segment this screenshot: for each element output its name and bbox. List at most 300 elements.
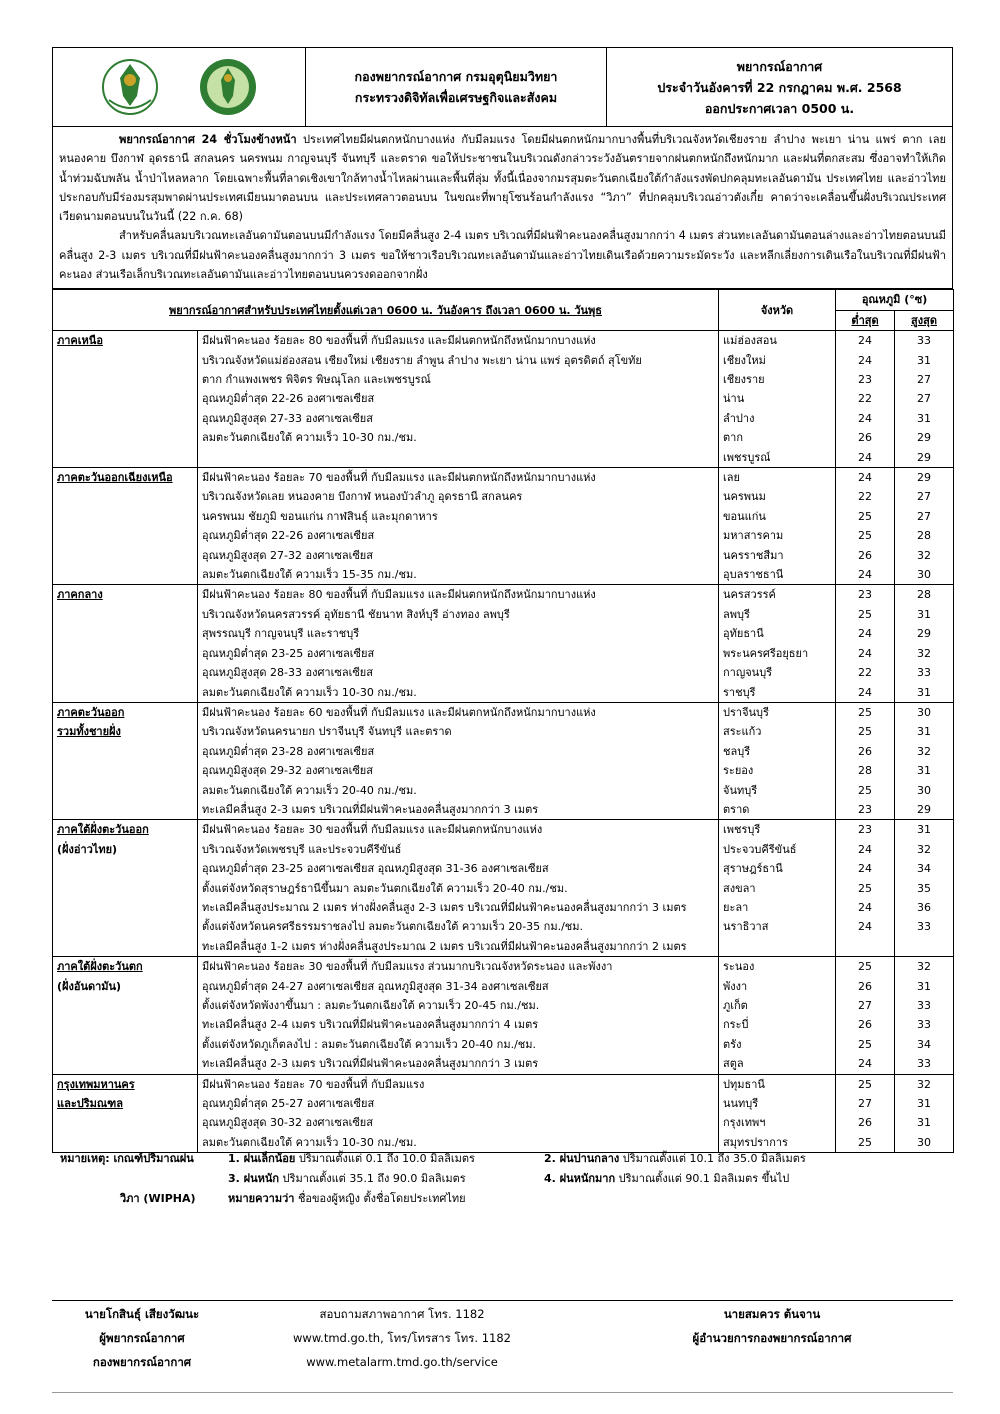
province-name: จันทบุรี	[719, 781, 836, 800]
max-temp: 34	[895, 859, 954, 878]
min-temp: 24	[836, 1054, 895, 1074]
province-name: ลำปาง	[719, 409, 836, 428]
province-name: เชียงราย	[719, 370, 836, 389]
table-row	[53, 389, 954, 408]
header-box	[52, 47, 953, 127]
max-temp: 31	[895, 761, 954, 780]
storm-name: วิภา (WIPHA)	[120, 1192, 196, 1205]
min-temp: 28	[836, 761, 895, 780]
region-cell-empty	[53, 428, 198, 447]
province-name: เพชรบูรณ์	[719, 448, 836, 468]
forecast-title-block	[607, 48, 952, 126]
forecast-description: สุพรรณบุรี กาญจนบุรี และราชบุรี	[198, 624, 719, 643]
forecast-table-body	[53, 331, 954, 1153]
province-name: เชียงใหม่	[719, 351, 836, 370]
department-name: กองพยากรณ์อากาศ กรมอุตุนิยมวิทยา	[354, 69, 558, 84]
rain-criterion-1	[228, 1149, 475, 1169]
table-row	[53, 468, 954, 488]
region-cell-empty	[53, 487, 198, 506]
table-row	[53, 409, 954, 428]
province-name: นครราชสีมา	[719, 546, 836, 565]
max-temp: 32	[895, 840, 954, 859]
contact-block	[252, 1302, 552, 1374]
max-temp: 32	[895, 1074, 954, 1094]
forecast-description: ลมตะวันตกเฉียงใต้ ความเร็ว 20-40 กม./ชม.	[198, 781, 719, 800]
min-temp: 23	[836, 800, 895, 820]
forecast-table	[52, 289, 954, 1153]
min-temp: 24	[836, 683, 895, 703]
forecast-description: อุณหภูมิต่ำสุด 23-25 องศาเซลเซียส อุณหภูมิสูงสุด 31-36 องศาเซลเซียส	[198, 859, 719, 878]
region-name: ภาคใต้ฝั่งตะวันออก	[53, 820, 198, 840]
contact-website[interactable]: www.tmd.go.th, โทร/โทรสาร โทร. 1182	[293, 1331, 511, 1345]
forecast-description: บริเวณจังหวัดนครนายก ปราจีนบุรี จันทบุรี และตราด	[198, 722, 719, 741]
rain-criterion-2-text: ปริมาณตั้งแต่ 10.1 ถึง 35.0 มิลลิเมตร	[619, 1152, 806, 1165]
province-name: นนทบุรี	[719, 1094, 836, 1113]
forecast-sheet	[52, 47, 953, 1153]
table-row	[53, 859, 954, 878]
min-temp: 26	[836, 742, 895, 761]
province-name: ระยอง	[719, 761, 836, 780]
table-row	[53, 761, 954, 780]
narrative-paragraph-1	[59, 130, 946, 226]
max-temp: 32	[895, 546, 954, 565]
min-temp-header: ต่ำสุด	[836, 310, 895, 330]
table-row	[53, 722, 954, 741]
forecast-description: ลมตะวันตกเฉียงใต้ ความเร็ว 10-30 กม./ชม.	[198, 1133, 719, 1153]
min-temp: 24	[836, 331, 895, 351]
rain-criterion-3-name: 3. ฝนหนัก	[228, 1172, 280, 1185]
min-temp: 25	[836, 722, 895, 741]
table-row	[53, 351, 954, 370]
province-name: ระนอง	[719, 957, 836, 977]
table-row	[53, 781, 954, 800]
min-temp: 24	[836, 565, 895, 585]
ministry-name: กระทรวงดิจิทัลเพื่อเศรษฐกิจและสังคม	[354, 90, 558, 105]
max-temp: 28	[895, 526, 954, 545]
region-subtitle: (ฝั่งอันดามัน)	[53, 977, 198, 996]
min-temp: 26	[836, 546, 895, 565]
forecast-description: มีฝนฟ้าคะนอง ร้อยละ 30 ของพื้นที่ กับมีลมแรง และมีฝนตกหนักบางแห่ง	[198, 820, 719, 840]
max-temp: 27	[895, 487, 954, 506]
province-name: ยะลา	[719, 898, 836, 917]
max-temp-header: สูงสุด	[895, 310, 954, 330]
max-temp: 34	[895, 1035, 954, 1054]
max-temp: 33	[895, 917, 954, 936]
region-cell-empty	[53, 1015, 198, 1034]
region-cell-empty	[53, 996, 198, 1015]
min-temp: 25	[836, 879, 895, 898]
max-temp: 29	[895, 468, 954, 488]
region-cell-empty	[53, 761, 198, 780]
region-cell-empty	[53, 409, 198, 428]
table-row	[53, 1074, 954, 1094]
region-cell-empty	[53, 937, 198, 957]
rain-criterion-3-text: ปริมาณตั้งแต่ 35.1 ถึง 90.0 มิลลิเมตร	[279, 1172, 466, 1185]
region-cell-empty	[53, 800, 198, 820]
region-name: ภาคตะวันออกเฉียงเหนือ	[53, 468, 198, 488]
table-row	[53, 840, 954, 859]
max-temp: 31	[895, 605, 954, 624]
table-row	[53, 624, 954, 643]
min-temp: 25	[836, 1133, 895, 1153]
table-row	[53, 546, 954, 565]
region-cell-empty	[53, 526, 198, 545]
min-temp: 24	[836, 624, 895, 643]
min-temp: 26	[836, 1113, 895, 1132]
max-temp: 30	[895, 781, 954, 800]
region-name: ภาคเหนือ	[53, 331, 198, 351]
min-temp: 24	[836, 859, 895, 878]
forecast-description: บริเวณจังหวัดเพชรบุรี และประจวบคีรีขันธ์	[198, 840, 719, 859]
province-name: ขอนแก่น	[719, 507, 836, 526]
min-temp: 24	[836, 409, 895, 428]
region-cell-empty	[53, 370, 198, 389]
table-row	[53, 702, 954, 722]
max-temp: 31	[895, 722, 954, 741]
forecast-description: อุณหภูมิสูงสุด 28-33 องศาเซลเซียส	[198, 663, 719, 682]
max-temp: 29	[895, 428, 954, 447]
max-temp: 29	[895, 624, 954, 643]
min-temp: 26	[836, 977, 895, 996]
min-temp: 27	[836, 996, 895, 1015]
max-temp: 31	[895, 1113, 954, 1132]
director-name: นายสมควร ต้นจาน	[723, 1307, 821, 1321]
forecast-description: อุณหภูมิต่ำสุด 23-28 องศาเซลเซียส	[198, 742, 719, 761]
min-temp: 24	[836, 448, 895, 468]
region-cell-empty	[53, 605, 198, 624]
table-row	[53, 977, 954, 996]
rain-criterion-4	[544, 1169, 789, 1189]
min-temp: 25	[836, 526, 895, 545]
table-row	[53, 663, 954, 682]
max-temp: 36	[895, 898, 954, 917]
min-temp: 25	[836, 957, 895, 977]
storm-meaning-label: หมายความว่า	[228, 1192, 295, 1205]
province-name: กระบี่	[719, 1015, 836, 1034]
table-row	[53, 1113, 954, 1132]
province-name: อุบลราชธานี	[719, 565, 836, 585]
forecast-description: ตาก กำแพงเพชร พิจิตร พิษณุโลก และเพชรบูรณ์	[198, 370, 719, 389]
max-temp: 31	[895, 820, 954, 840]
table-row	[53, 917, 954, 936]
min-temp: 24	[836, 840, 895, 859]
table-row	[53, 644, 954, 663]
table-row	[53, 448, 954, 468]
region-cell-empty	[53, 389, 198, 408]
forecaster-dept: กองพยากรณ์อากาศ	[92, 1355, 192, 1369]
forecast-description: อุณหภูมิสูงสุด 30-32 องศาเซลเซียส	[198, 1113, 719, 1132]
province-name: ตรัง	[719, 1035, 836, 1054]
forecast-title: พยากรณ์อากาศ	[736, 58, 823, 74]
rain-criterion-4-text: ปริมาณตั้งแต่ 90.1 มิลลิเมตร ขึ้นไป	[615, 1172, 790, 1185]
table-row	[53, 800, 954, 820]
province-header: จังหวัด	[719, 290, 836, 331]
region-cell-empty	[53, 565, 198, 585]
rain-criterion-2	[544, 1149, 806, 1169]
max-temp: 33	[895, 1054, 954, 1074]
footer-divider-top	[52, 1300, 953, 1301]
max-temp: 32	[895, 644, 954, 663]
max-temp: 27	[895, 389, 954, 408]
forecast-description: อุณหภูมิสูงสุด 27-33 องศาเซลเซียส	[198, 409, 719, 428]
province-name: สระแก้ว	[719, 722, 836, 741]
min-temp: 24	[836, 351, 895, 370]
forecast-description: บริเวณจังหวัดแม่ฮ่องสอน เชียงใหม่ เชียงราย ลำพูน ลำปาง พะเยา น่าน แพร่ อุตรดิตถ์ สุโขทัย	[198, 351, 719, 370]
max-temp: 33	[895, 996, 954, 1015]
region-cell-empty	[53, 683, 198, 703]
table-row	[53, 898, 954, 917]
min-temp: 24	[836, 898, 895, 917]
forecast-description: ลมตะวันตกเฉียงใต้ ความเร็ว 10-30 กม./ชม.	[198, 428, 719, 447]
region-name-line2: และปริมณฑล	[53, 1094, 198, 1113]
min-temp: 24	[836, 468, 895, 488]
forecast-description: มีฝนฟ้าคะนอง ร้อยละ 80 ของพื้นที่ กับมีลมแรง และมีฝนตกหนักถึงหนักมากบางแห่ง	[198, 585, 719, 605]
forecast-description: ทะเลมีคลื่นสูงประมาณ 2 เมตร ห่างฝั่งคลื่นสูง 2-3 เมตร บริเวณที่มีฝนฟ้าคะนองคลื่นสูงมากกว่า 3 เมตร	[198, 898, 719, 917]
director-title: ผู้อำนวยการกองพยากรณ์อากาศ	[692, 1331, 852, 1345]
region-cell-empty	[53, 448, 198, 468]
min-temp: 26	[836, 428, 895, 447]
region-cell-empty	[53, 1054, 198, 1074]
province-name: สุราษฎร์ธานี	[719, 859, 836, 878]
region-cell-empty	[53, 644, 198, 663]
max-temp: 32	[895, 957, 954, 977]
max-temp: 33	[895, 331, 954, 351]
mdes-logo-icon	[193, 56, 263, 118]
province-name: สงขลา	[719, 879, 836, 898]
forecast-description: มีฝนฟ้าคะนอง ร้อยละ 80 ของพื้นที่ กับมีลมแรง และมีฝนตกหนักถึงหนักมากบางแห่ง	[198, 331, 719, 351]
max-temp: 27	[895, 370, 954, 389]
province-name: สมุทรปราการ	[719, 1133, 836, 1153]
region-cell-empty	[53, 663, 198, 682]
temperature-header: อุณหภูมิ (°ซ)	[836, 290, 954, 310]
forecast-description: ทะเลมีคลื่นสูง 2-3 เมตร บริเวณที่มีฝนฟ้าคะนองคลื่นสูงมากกว่า 3 เมตร	[198, 1054, 719, 1074]
forecast-description: ลมตะวันตกเฉียงใต้ ความเร็ว 10-30 กม./ชม.	[198, 683, 719, 703]
region-cell-empty	[53, 898, 198, 917]
region-name-line2: รวมทั้งชายฝั่ง	[53, 722, 198, 741]
min-temp: 25	[836, 781, 895, 800]
province-name: กาญจนบุรี	[719, 663, 836, 682]
forecaster-name: นายโกสินธุ์ เสียงวัฒนะ	[84, 1307, 200, 1321]
min-temp: 26	[836, 1015, 895, 1034]
max-temp: 29	[895, 448, 954, 468]
province-name: ตาก	[719, 428, 836, 447]
narrative-lead: พยากรณ์อากาศ 24 ชั่วโมงข้างหน้า	[119, 133, 297, 146]
max-temp	[895, 937, 954, 957]
rain-criterion-1-text: ปริมาณตั้งแต่ 0.1 ถึง 10.0 มิลลิเมตร	[295, 1152, 475, 1165]
forecast-description: อุณหภูมิสูงสุด 27-32 องศาเซลเซียส	[198, 546, 719, 565]
forecast-description: อุณหภูมิสูงสุด 29-32 องศาเซลเซียส	[198, 761, 719, 780]
province-name: สตูล	[719, 1054, 836, 1074]
min-temp: 22	[836, 389, 895, 408]
logo-area	[53, 48, 306, 126]
forecast-description: ตั้งแต่จังหวัดนครศรีธรรมราชลงไป ลมตะวันตกเฉียงใต้ ความเร็ว 20-35 กม./ชม.	[198, 917, 719, 936]
director-block	[642, 1302, 902, 1350]
province-name: ปทุมธานี	[719, 1074, 836, 1094]
region-cell-empty	[53, 507, 198, 526]
forecast-description	[198, 448, 719, 468]
max-temp: 29	[895, 800, 954, 820]
min-temp: 23	[836, 370, 895, 389]
province-name: พังงา	[719, 977, 836, 996]
max-temp: 35	[895, 879, 954, 898]
forecast-description: มีฝนฟ้าคะนอง ร้อยละ 70 ของพื้นที่ กับมีลมแรง และมีฝนตกหนักถึงหนักมากบางแห่ง	[198, 468, 719, 488]
region-cell-empty	[53, 917, 198, 936]
table-row	[53, 1094, 954, 1113]
province-name: มหาสารคาม	[719, 526, 836, 545]
region-name: ภาคใต้ฝั่งตะวันตก	[53, 957, 198, 977]
province-name: นราธิวาส	[719, 917, 836, 936]
notes-row-2	[60, 1169, 940, 1189]
max-temp: 31	[895, 1094, 954, 1113]
province-name: ประจวบคีรีขันธ์	[719, 840, 836, 859]
forecast-description: บริเวณจังหวัดเลย หนองคาย บึงกาฬ หนองบัวลำภู อุดรธานี สกลนคร	[198, 487, 719, 506]
table-row	[53, 1035, 954, 1054]
max-temp: 31	[895, 977, 954, 996]
min-temp: 27	[836, 1094, 895, 1113]
max-temp: 33	[895, 1015, 954, 1034]
max-temp: 33	[895, 663, 954, 682]
forecast-period-header: พยากรณ์อากาศสำหรับประเทศไทยตั้งแต่เวลา 0600 น. วันอังคาร ถึงเวลา 0600 น. วันพุธ	[53, 290, 719, 331]
region-cell-empty	[53, 1113, 198, 1132]
province-name: แม่ฮ่องสอน	[719, 331, 836, 351]
narrative-text-1: ประเทศไทยมีฝนตกหนักบางแห่ง กับมีลมแรง โดยมีฝนตกหนักมากบางพื้นที่บริเวณจังหวัดเชียงราย ลำปาง พะเยา น่าน แพร่ ตาก เลย หนองคาย บึงกาฬ อุดรธานี สกลนคร นครพนม กาญจนบุรี จันทบุรี และตราด ขอให้ประชาชนในบริเวณดังกล่าวระวังอันตรายจากฝนตกหนักถึงหนักมาก และฝนที่ตกสะสม ซึ่งอาจทำให้เกิดน้ำท่วมฉับพลัน น้ำป่าไหลหลาก โดยเฉพาะพื้นที่ลาดเชิงเขาใกล้ทางน้ำไหลผ่านและพื้นที่ลุ่ม ทั้งนี้เนื่องจากมรสุมตะวันตกเฉียงใต้กำลังแรงพัดปกคลุมทะเลอันดามัน ประเทศไทย และอ่าวไทย ประกอบกับมีร่องมรสุมพาดผ่านประเทศเมียนมาตอนบน และประเทศลาวตอนบน ในขณะที่พายุโซนร้อนกำลังแรง “วิภา” ที่ปกคลุมบริเวณอ่าวตังเกี๋ย คาดว่าจะเคลื่อนขึ้นฝั่งบริเวณประเทศเวียดนามตอนบนในวันนี้ (22 ก.ค. 68)	[59, 133, 946, 224]
max-temp: 30	[895, 565, 954, 585]
min-temp	[836, 937, 895, 957]
table-row	[53, 996, 954, 1015]
table-row	[53, 957, 954, 977]
table-row	[53, 742, 954, 761]
table-row	[53, 428, 954, 447]
forecast-description: ทะเลมีคลื่นสูง 1-2 เมตร ห่างฝั่งคลื่นสูงประมาณ 2 เมตร บริเวณที่มีฝนฟ้าคะนองคลื่นสูงมากกว่า 2 เมตร	[198, 937, 719, 957]
min-temp: 24	[836, 644, 895, 663]
table-row	[53, 331, 954, 351]
forecast-description: อุณหภูมิต่ำสุด 24-27 องศาเซลเซียส อุณหภูมิสูงสุด 31-34 องศาเซลเซียส	[198, 977, 719, 996]
forecast-description: ตั้งแต่จังหวัดภูเก็ตลงไป : ลมตะวันตกเฉียงใต้ ความเร็ว 20-40 กม./ชม.	[198, 1035, 719, 1054]
forecast-date: ประจำวันอังคารที่ 22 กรกฎาคม พ.ศ. 2568	[657, 79, 902, 95]
region-subtitle: (ฝั่งอ่าวไทย)	[53, 840, 198, 859]
narrative-paragraph-2: สำหรับคลื่นลมบริเวณทะเลอันดามันตอนบนมีกำลังแรง โดยมีคลื่นสูง 2-4 เมตร บริเวณที่มีฝนฟ้าคะนองคลื่นสูงมากกว่า 4 เมตร ส่วนทะเลอันดามันตอนล่างและอ่าวไทยตอนบนมีคลื่นสูง 2-3 เมตร บริเวณที่มีฝนฟ้าคะนองคลื่นสูงมากกว่า 3 เมตร ขอให้ชาวเรือบริเวณทะเลอันดามันและอ่าวไทยเดินเรือด้วยความระมัดระวัง และหลีกเลี่ยงการเดินเรือในบริเวณที่มีฝนฟ้าคะนอง ส่วนเรือเล็กบริเวณทะเลอันดามันและอ่าวไทยตอนบนควรงดออกจากฝั่ง	[59, 229, 946, 282]
forecast-description: มีฝนฟ้าคะนอง ร้อยละ 70 ของพื้นที่ กับมีลมแรง	[198, 1074, 719, 1094]
min-temp: 24	[836, 917, 895, 936]
min-temp: 25	[836, 702, 895, 722]
region-cell-empty	[53, 351, 198, 370]
table-row	[53, 370, 954, 389]
table-row	[53, 585, 954, 605]
table-row	[53, 820, 954, 840]
max-temp: 32	[895, 742, 954, 761]
min-temp: 25	[836, 1035, 895, 1054]
region-cell-empty	[53, 546, 198, 565]
storm-meaning-text: ชื่อของผู้หญิง ตั้งชื่อโดยประเทศไทย	[294, 1192, 466, 1205]
province-name: ราชบุรี	[719, 683, 836, 703]
rain-criterion-2-name: 2. ฝนปานกลาง	[544, 1152, 620, 1165]
notes-label: หมายเหตุ: เกณฑ์ปริมาณฝน	[60, 1152, 194, 1165]
province-name: นครพนม	[719, 487, 836, 506]
rain-criterion-4-name: 4. ฝนหนักมาก	[544, 1172, 616, 1185]
table-row	[53, 683, 954, 703]
forecast-description: ตั้งแต่จังหวัดพังงาขึ้นมา : ลมตะวันตกเฉียงใต้ ความเร็ว 20-45 กม./ชม.	[198, 996, 719, 1015]
min-temp: 23	[836, 585, 895, 605]
notes-section	[60, 1149, 940, 1209]
min-temp: 25	[836, 1074, 895, 1094]
max-temp: 28	[895, 585, 954, 605]
issue-time: ออกประกาศเวลา 0500 น.	[704, 100, 855, 116]
max-temp: 31	[895, 351, 954, 370]
forecast-description: นครพนม ชัยภูมิ ขอนแก่น กาฬสินธุ์ และมุกดาหาร	[198, 507, 719, 526]
narrative-box	[52, 127, 953, 289]
min-temp: 23	[836, 820, 895, 840]
rain-criterion-1-name: 1. ฝนเล็กน้อย	[228, 1152, 296, 1165]
contact-metalarm[interactable]: www.metalarm.tmd.go.th/service	[306, 1355, 498, 1369]
tmd-logo-icon	[95, 56, 165, 118]
forecaster-title: ผู้พยากรณ์อากาศ	[99, 1331, 185, 1345]
max-temp: 30	[895, 702, 954, 722]
province-name: นครสวรรค์	[719, 585, 836, 605]
region-cell-empty	[53, 624, 198, 643]
forecast-description: ตั้งแต่จังหวัดสุราษฎร์ธานีขึ้นมา ลมตะวันตกเฉียงใต้ ความเร็ว 20-40 กม./ชม.	[198, 879, 719, 898]
max-temp: 31	[895, 409, 954, 428]
forecast-description: อุณหภูมิต่ำสุด 22-26 องศาเซลเซียส	[198, 389, 719, 408]
max-temp: 27	[895, 507, 954, 526]
table-row	[53, 526, 954, 545]
region-cell-empty	[53, 781, 198, 800]
region-cell-empty	[53, 1035, 198, 1054]
footer-divider-bottom	[52, 1392, 953, 1393]
table-row	[53, 565, 954, 585]
min-temp: 22	[836, 487, 895, 506]
province-name: ชลบุรี	[719, 742, 836, 761]
forecast-description: มีฝนฟ้าคะนอง ร้อยละ 30 ของพื้นที่ กับมีลมแรง ส่วนมากบริเวณจังหวัดระนอง และพังงา	[198, 957, 719, 977]
province-name: น่าน	[719, 389, 836, 408]
contact-phone: สอบถามสภาพอากาศ โทร. 1182	[319, 1307, 485, 1321]
forecast-description: ทะเลมีคลื่นสูง 2-4 เมตร บริเวณที่มีฝนฟ้าคะนองคลื่นสูงมากกว่า 4 เมตร	[198, 1015, 719, 1034]
province-name: กรุงเทพฯ	[719, 1113, 836, 1132]
table-row	[53, 605, 954, 624]
region-cell-empty	[53, 859, 198, 878]
province-name: เพชรบุรี	[719, 820, 836, 840]
forecast-description: อุณหภูมิต่ำสุด 22-26 องศาเซลเซียส	[198, 526, 719, 545]
province-name: พระนครศรีอยุธยา	[719, 644, 836, 663]
table-row	[53, 487, 954, 506]
forecast-description: อุณหภูมิต่ำสุด 23-25 องศาเซลเซียส	[198, 644, 719, 663]
min-temp: 22	[836, 663, 895, 682]
forecast-description: มีฝนฟ้าคะนอง ร้อยละ 60 ของพื้นที่ กับมีลมแรง และมีฝนตกหนักถึงหนักมากบางแห่ง	[198, 702, 719, 722]
forecaster-block	[52, 1302, 232, 1374]
max-temp: 31	[895, 683, 954, 703]
province-name	[719, 937, 836, 957]
forecast-description: ทะเลมีคลื่นสูง 2-3 เมตร บริเวณที่มีฝนฟ้าคะนองคลื่นสูงมากกว่า 3 เมตร	[198, 800, 719, 820]
region-name: กรุงเทพมหานคร	[53, 1074, 198, 1094]
table-row	[53, 937, 954, 957]
region-name: ภาคตะวันออก	[53, 702, 198, 722]
region-cell-empty	[53, 879, 198, 898]
rain-criterion-3	[228, 1169, 466, 1189]
province-name: ปราจีนบุรี	[719, 702, 836, 722]
forecast-description: ลมตะวันตกเฉียงใต้ ความเร็ว 15-35 กม./ชม.	[198, 565, 719, 585]
notes-row-1	[60, 1149, 940, 1169]
min-temp: 25	[836, 605, 895, 624]
table-row	[53, 507, 954, 526]
department-block	[306, 48, 607, 126]
notes-row-3	[60, 1189, 940, 1209]
max-temp: 30	[895, 1133, 954, 1153]
forecast-description: บริเวณจังหวัดนครสวรรค์ อุทัยธานี ชัยนาท สิงห์บุรี อ่างทอง ลพบุรี	[198, 605, 719, 624]
min-temp: 25	[836, 507, 895, 526]
province-name: ลพบุรี	[719, 605, 836, 624]
province-name: อุทัยธานี	[719, 624, 836, 643]
region-cell-empty	[53, 742, 198, 761]
province-name: เลย	[719, 468, 836, 488]
